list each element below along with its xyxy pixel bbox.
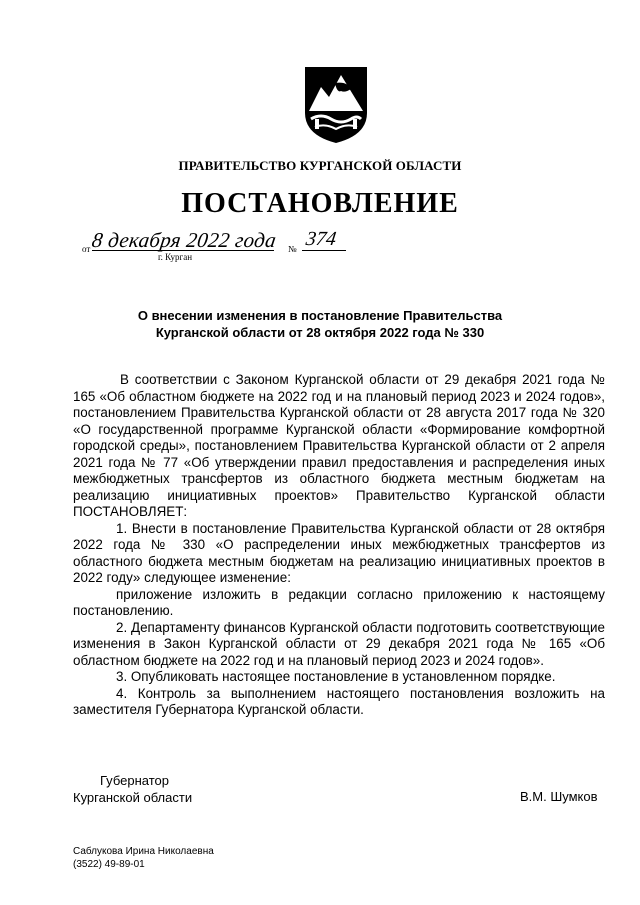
signatory-name: В.М. Шумков xyxy=(520,789,598,804)
executor-phone: (3522) 49-89-01 xyxy=(73,859,145,870)
document-body xyxy=(73,372,605,719)
executor-block xyxy=(73,845,214,871)
signatory-title xyxy=(73,772,192,806)
coat-of-arms-icon xyxy=(301,63,371,145)
subject-line-2: Курганской области от 28 октября 2022 года № 330 xyxy=(155,325,485,340)
dateline xyxy=(82,230,382,270)
clause-3-paragraph: 3. Опубликовать настоящее постановление в установленном порядке. xyxy=(116,669,556,684)
signatory-title-line-1: Губернатор xyxy=(100,773,169,788)
executor-name: Саблукова Ирина Николаевна xyxy=(73,846,214,857)
handwritten-date: 8 декабря 2022 года xyxy=(90,228,278,252)
clause-1-paragraph: 1. Внести в постановление Правительства Курганской области от 28 октября 2022 года № 330 «О распределении иных межбюджетных трансфертов из областного бюджета местным бюджетам на реализацию инициативных проектов в 2022 году» следующее изменение: xyxy=(73,520,605,585)
clause-4-paragraph: 4. Контроль за выполнением настоящего постановления возложить на заместителя Губернатора Курганской области. xyxy=(73,685,605,717)
government-name: ПРАВИТЕЛЬСТВО КУРГАНСКОЙ ОБЛАСТИ xyxy=(178,158,462,173)
clause-2-paragraph: 2. Департаменту финансов Курганской области подготовить соответствующие изменения в Закон Курганской области от 29 декабря 2021 года № 165 «Об областном бюджете на 2022 год и на плановый период 2023 и 2024 годов». xyxy=(73,619,605,668)
number-label: № xyxy=(288,244,297,254)
document-title: ПОСТАНОВЛЕНИЕ xyxy=(181,188,459,219)
city-label: г. Курган xyxy=(158,252,193,262)
number-underline xyxy=(302,250,346,251)
from-label: от xyxy=(82,244,91,254)
document-subject xyxy=(0,307,640,341)
clause-1-annex-paragraph: приложение изложить в редакции согласно приложению к настоящему постановлению. xyxy=(73,586,605,618)
signatory-title-line-2: Курганской области xyxy=(73,790,193,805)
handwritten-number: 374 xyxy=(304,228,338,250)
date-underline xyxy=(92,250,274,251)
subject-line-1: О внесении изменения в постановление Правительства xyxy=(137,308,503,323)
preamble-paragraph: В соответствии с Законом Курганской области от 29 декабря 2021 года № 165 «Об областном бюджете на 2022 год и на плановый период 2023 и 2024 годов», постановлением Правительства Курганской области от 28 августа 2017 года № 320 «О государственной программе Курганской области «Формирование комфортной городской среды», постановлением Правительства Курганской области от 2 апреля 2021 года № 77 «Об утверждении правил предоставления и распределения иных межбюджетных трансфертов из областного бюджета местным бюджетам на реализацию инициативных проектов» Правительство Курганской области ПОСТАНОВЛЯЕТ: xyxy=(73,372,605,519)
